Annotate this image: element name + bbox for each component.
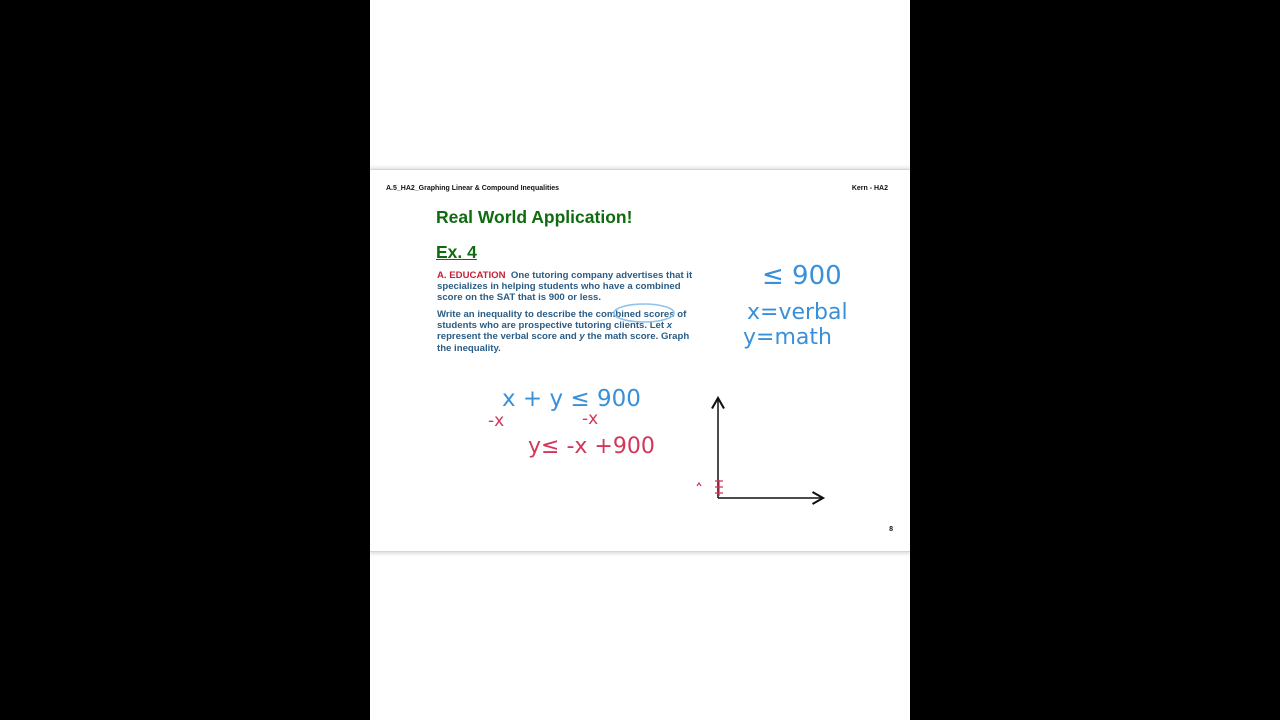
combined-highlight-circle: [614, 304, 674, 322]
stray-red-mark: [697, 483, 701, 486]
task-text-b: represent the verbal score and: [437, 331, 580, 343]
var-y: y: [579, 331, 585, 343]
header-course-title: A.5_HA2_Graphing Linear & Compound Inequalities: [386, 185, 560, 192]
slide-title: Real World Application!: [436, 207, 633, 227]
handwritten-equation: x + y ≤ 900: [502, 386, 641, 412]
task-text-c: the math score. Graph the inequality.: [437, 331, 690, 354]
header-teacher: Kern - HA2: [851, 185, 888, 192]
problem-text: One tutoring company advertises that it specializes in helping students who have a combined score on the SAT that is 900 or less.: [437, 270, 693, 304]
handwriting-layer: [370, 170, 910, 551]
origin-tick-marks: [715, 480, 723, 496]
handwritten-solved-inequality: y≤ -x +900: [528, 434, 655, 459]
problem-label: A. EDUCATION: [437, 270, 506, 281]
page-number: 8: [889, 526, 893, 533]
example-number: Ex. 4: [436, 242, 477, 262]
handwritten-minus-x-right: -x: [582, 409, 599, 429]
handwritten-minus-x-left: -x: [488, 411, 505, 431]
slide-page: [370, 169, 910, 552]
task-text-a: Write an inequality to describe the combined scores of students who are prospective tutoring clients. Let: [437, 309, 687, 332]
handwritten-x-definition: x=verbal: [747, 300, 848, 325]
var-x: x: [666, 320, 673, 332]
handwritten-y-definition: y=math: [743, 325, 832, 350]
handwritten-constraint: ≤ 900: [762, 261, 842, 291]
